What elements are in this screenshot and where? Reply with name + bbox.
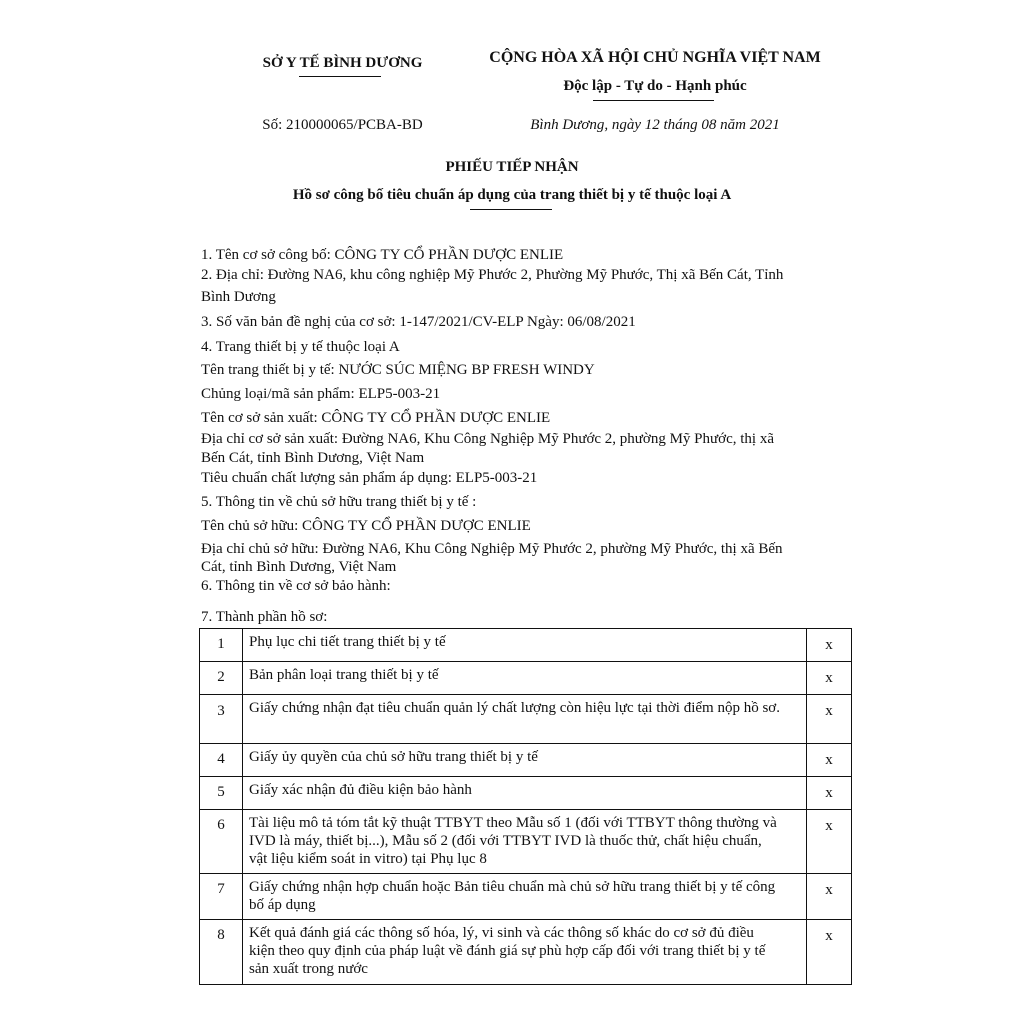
row-description bbox=[243, 874, 807, 920]
table-row bbox=[200, 777, 852, 810]
row-number: 1 bbox=[200, 629, 243, 662]
owner-address-line-1: Địa chỉ chủ sở hữu: Đường NA6, Khu Công Nghiệp Mỹ Phước 2, phường Mỹ Phước, thị xã Bến bbox=[201, 541, 783, 557]
table-row bbox=[200, 810, 852, 874]
row-check-mark: x bbox=[807, 744, 852, 777]
table-row bbox=[200, 920, 852, 985]
table-row bbox=[200, 744, 852, 777]
manufacturer-name: Tên cơ sở sản xuất: CÔNG TY CỔ PHẦN DƯỢC ENLIE bbox=[201, 410, 551, 426]
row-description bbox=[243, 810, 807, 874]
manufacturer-address-line-2: Bến Cát, tỉnh Bình Dương, Việt Nam bbox=[201, 450, 425, 466]
issuing-organization: SỞ Y TẾ BÌNH DƯƠNG bbox=[262, 55, 423, 71]
row-description bbox=[243, 744, 807, 777]
row-number: 2 bbox=[200, 662, 243, 695]
national-motto: Độc lập - Tự do - Hạnh phúc bbox=[563, 78, 747, 94]
device-name: Tên trang thiết bị y tế: NƯỚC SÚC MIỆNG BP FRESH WINDY bbox=[201, 362, 595, 378]
product-code: Chủng loại/mã sản phẩm: ELP5-003-21 bbox=[201, 386, 441, 402]
description-line: Bản phân loại trang thiết bị y tế bbox=[249, 667, 439, 683]
row-check-mark: x bbox=[807, 920, 852, 985]
description-line: vật liệu kiểm soát in vitro) tại Phụ lục 8 bbox=[249, 851, 487, 867]
description-line: Giấy ủy quyền của chủ sở hữu trang thiết bị y tế bbox=[249, 749, 538, 765]
row-description bbox=[243, 662, 807, 695]
document-subtitle: Hồ sơ công bố tiêu chuẩn áp dụng của trang thiết bị y tế thuộc loại A bbox=[292, 187, 732, 203]
owner-address-line-2: Cát, tỉnh Bình Dương, Việt Nam bbox=[201, 559, 397, 575]
row-number: 4 bbox=[200, 744, 243, 777]
row-check-mark: x bbox=[807, 874, 852, 920]
row-check-mark: x bbox=[807, 662, 852, 695]
row-description bbox=[243, 695, 807, 744]
row-check-mark: x bbox=[807, 810, 852, 874]
description-line: Giấy chứng nhận đạt tiêu chuẩn quản lý chất lượng còn hiệu lực tại thời điểm nộp hồ sơ. bbox=[249, 700, 780, 716]
description-line: Giấy xác nhận đủ điều kiện bảo hành bbox=[249, 782, 472, 798]
row-number: 5 bbox=[200, 777, 243, 810]
row-check-mark: x bbox=[807, 777, 852, 810]
row-description bbox=[243, 629, 807, 662]
table-row bbox=[200, 629, 852, 662]
description-line: IVD là máy, thiết bị...), Mẫu số 2 (đối với TTBYT IVD là thuốc thử, chất hiệu chuẩn, bbox=[249, 833, 762, 849]
table-row bbox=[200, 662, 852, 695]
description-line: sản xuất trong nước bbox=[249, 961, 368, 977]
subtitle-underline bbox=[470, 209, 552, 210]
document-number: Số: 210000065/PCBA-BD bbox=[262, 117, 423, 133]
row-description bbox=[243, 777, 807, 810]
row-number: 3 bbox=[200, 695, 243, 744]
motto-underline bbox=[593, 100, 714, 101]
warranty-section-heading: 6. Thông tin về cơ sở bảo hành: bbox=[201, 578, 391, 594]
row-description bbox=[243, 920, 807, 985]
description-line: Tài liệu mô tả tóm tắt kỹ thuật TTBYT theo Mẫu số 1 (đối với TTBYT thông thường và bbox=[249, 815, 777, 831]
address-line-2: Bình Dương bbox=[201, 289, 276, 305]
description-line: Kết quả đánh giá các thông số hóa, lý, vi sinh và các thông số khác do cơ sở đủ điều bbox=[249, 925, 754, 941]
dossier-components-table bbox=[199, 628, 852, 985]
country-name: CỘNG HÒA XÃ HỘI CHỦ NGHĨA VIỆT NAM bbox=[489, 49, 821, 66]
document-title: PHIẾU TIẾP NHẬN bbox=[445, 159, 579, 175]
row-number: 7 bbox=[200, 874, 243, 920]
address-line-1: 2. Địa chỉ: Đường NA6, khu công nghiệp Mỹ Phước 2, Phường Mỹ Phước, Thị xã Bến Cát, Tỉnh bbox=[201, 267, 784, 283]
dossier-section-heading: 7. Thành phần hồ sơ: bbox=[201, 609, 328, 625]
description-line: Giấy chứng nhận hợp chuẩn hoặc Bản tiêu chuẩn mà chủ sở hữu trang thiết bị y tế công bbox=[249, 879, 776, 895]
row-number: 6 bbox=[200, 810, 243, 874]
place-date: Bình Dương, ngày 12 tháng 08 năm 2021 bbox=[530, 117, 780, 133]
declaring-facility: 1. Tên cơ sở công bố: CÔNG TY CỔ PHẦN DƯỢC ENLIE bbox=[201, 247, 564, 263]
device-class: 4. Trang thiết bị y tế thuộc loại A bbox=[201, 339, 400, 355]
table-row bbox=[200, 695, 852, 744]
table-row bbox=[200, 874, 852, 920]
row-number: 8 bbox=[200, 920, 243, 985]
row-check-mark: x bbox=[807, 629, 852, 662]
owner-section-heading: 5. Thông tin về chủ sở hữu trang thiết bị y tế : bbox=[201, 494, 477, 510]
manufacturer-address-line-1: Địa chỉ cơ sở sản xuất: Đường NA6, Khu Công Nghiệp Mỹ Phước 2, phường Mỹ Phước, thị xã bbox=[201, 431, 774, 447]
description-line: kiện theo quy định của pháp luật về đánh giá sự phù hợp cấp đối với trang thiết bị y tế bbox=[249, 943, 766, 959]
description-line: bố áp dụng bbox=[249, 897, 316, 913]
quality-standard: Tiêu chuẩn chất lượng sản phẩm áp dụng: ELP5-003-21 bbox=[201, 470, 538, 486]
request-document: 3. Số văn bản đề nghị của cơ sở: 1-147/2021/CV-ELP Ngày: 06/08/2021 bbox=[201, 314, 636, 330]
row-check-mark: x bbox=[807, 695, 852, 744]
description-line: Phụ lục chi tiết trang thiết bị y tế bbox=[249, 634, 446, 650]
organization-underline bbox=[299, 76, 381, 77]
owner-name: Tên chủ sở hữu: CÔNG TY CỔ PHẦN DƯỢC ENLIE bbox=[201, 518, 531, 534]
